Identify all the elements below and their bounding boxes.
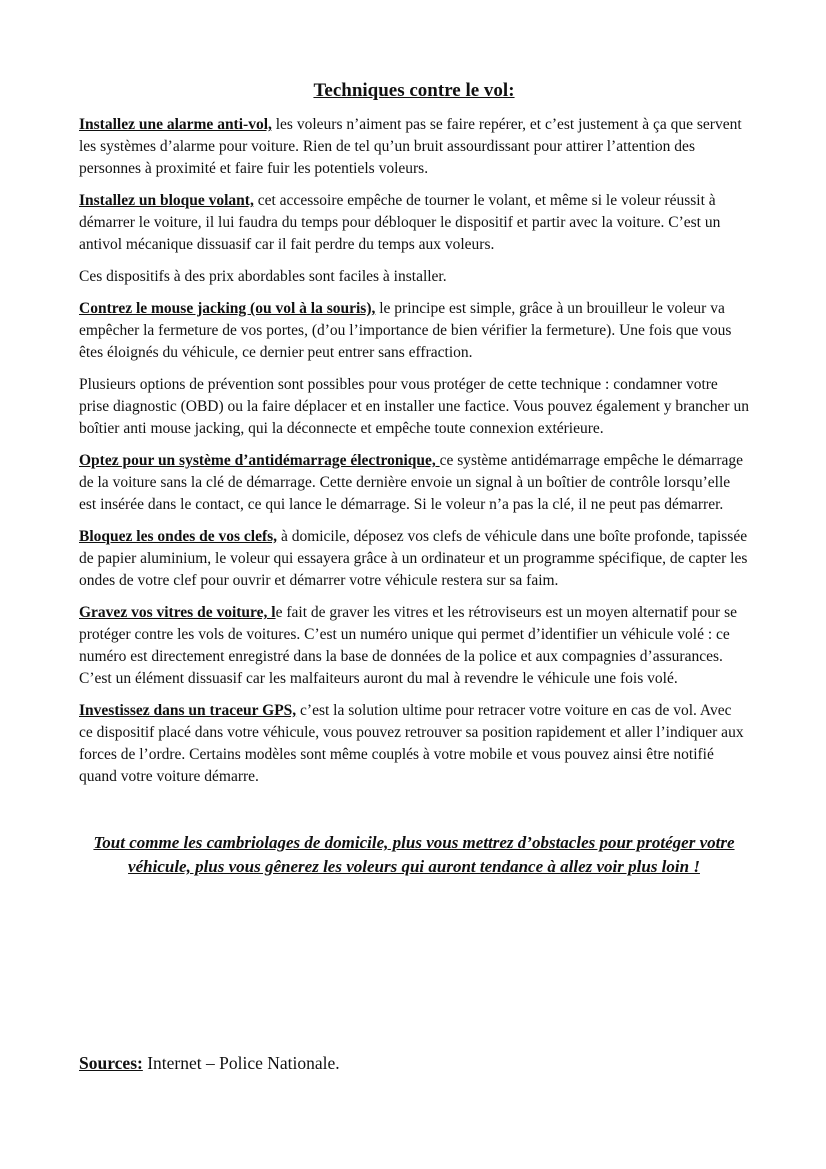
paragraph-text: Ces dispositifs à des prix abordables sont faciles à installer. [79, 268, 447, 285]
paragraph-immobilizer [79, 450, 749, 516]
paragraph-steering-lock [79, 190, 749, 256]
document-title: Techniques contre le vol: [313, 80, 515, 101]
paragraph-text: les voleurs n’aiment pas se faire repérer, et c’est justement à ça que servent les systèmes d’alarme pour voiture. Rien de tel qu’un bruit assourdissant pour attirer l’attention des personnes à proximité et faire fuir les potentiels voleurs. [79, 116, 742, 177]
paragraph-lead: Gravez vos vitres de voiture, l [79, 604, 276, 621]
paragraph-lead: Bloquez les ondes de vos clefs, [79, 528, 278, 545]
paragraph-lead: Installez une alarme anti-vol, [79, 116, 272, 133]
paragraph-gps-tracker [79, 700, 749, 788]
paragraph-text: à domicile, déposez vos clefs de véhicule dans une boîte profonde, tapissée de papier aluminium, le voleur qui essayera grâce à un ordinateur et un programme spécifique, de capter les ondes de votre clef pour ouvrir et démarrer votre véhicule restera sur sa faim. [79, 528, 748, 589]
paragraph-prices [79, 266, 749, 288]
paragraph-lead: Installez un bloque volant, [79, 192, 254, 209]
sources-text: Internet – Police Nationale. [142, 1053, 340, 1073]
paragraph-lead: Optez pour un système d’antidémarrage électronique, [79, 452, 440, 469]
document-body [79, 80, 749, 879]
paragraph-mouse-jacking [79, 298, 749, 364]
conclusion: Tout comme les cambriolages de domicile, plus vous mettrez d’obstacles pour protéger votre véhicule, plus vous gênerez les voleurs qui auront tendance à allez voir plus loin ! [93, 833, 735, 876]
paragraph-lead: Contrez le mouse jacking (ou vol à la souris), [79, 300, 376, 317]
paragraph-text: Plusieurs options de prévention sont possibles pour vous protéger de cette technique : condamner votre prise diagnostic (OBD) ou la faire déplacer et en installer une factice. Vous pouvez également y brancher un boîtier anti mouse jacking, qui la déconnecte et empêche toute connexion extérieure. [79, 376, 749, 437]
paragraph-text: e fait de graver les vitres et les rétroviseurs est un moyen alternatif pour se protéger contre les vols de voitures. C’est un numéro unique qui permet d’identifier un véhicule volé : ce numéro est directement enregistré dans la base de données de la police et aux compagnies d’assurances. C’est un élément dissuasif car les malfaiteurs auront du mal à revendre le véhicule une fois volé. [79, 604, 737, 687]
paragraph-text: ce système antidémarrage empêche le démarrage de la voiture sans la clé de démarrage. Cette dernière envoie un signal à un boîtier de contrôle lorsqu’elle est insérée dans le contact, ce qui lance le démarrage. Si le voleur n’a pas la clé, il ne peut pas démarrer. [79, 452, 743, 513]
paragraph-window-engraving [79, 602, 749, 690]
paragraph-key-waves [79, 526, 749, 592]
paragraph-alarm [79, 114, 749, 180]
sources-line [79, 1051, 749, 1075]
paragraph-text: c’est la solution ultime pour retracer votre voiture en cas de vol. Avec ce dispositif placé dans votre véhicule, vous pouvez retrouver sa position rapidement et aller l’indiquer aux forces de l’ordre. Certains modèles sont même couplés à votre mobile et vous pouvez ainsi être notifié quand votre voiture démarre. [79, 702, 744, 785]
paragraph-text: cet accessoire empêche de tourner le volant, et même si le voleur réussit à démarrer le voiture, il lui faudra du temps pour débloquer le dispositif et partir avec la voiture. C’est un antivol mécanique dissuasif car il fait perdre du temps aux voleurs. [79, 192, 721, 253]
paragraph-prevention-options [79, 374, 749, 440]
paragraph-lead: Investissez dans un traceur GPS, [79, 702, 297, 719]
sources-label: Sources: [79, 1053, 143, 1073]
paragraph-text: le principe est simple, grâce à un brouilleur le voleur va empêcher la fermeture de vos portes, (d’ou l’importance de bien vérifier la fermeture). Une fois que vous êtes éloignés du véhicule, ce dernier peut entrer sans effraction. [79, 300, 732, 361]
